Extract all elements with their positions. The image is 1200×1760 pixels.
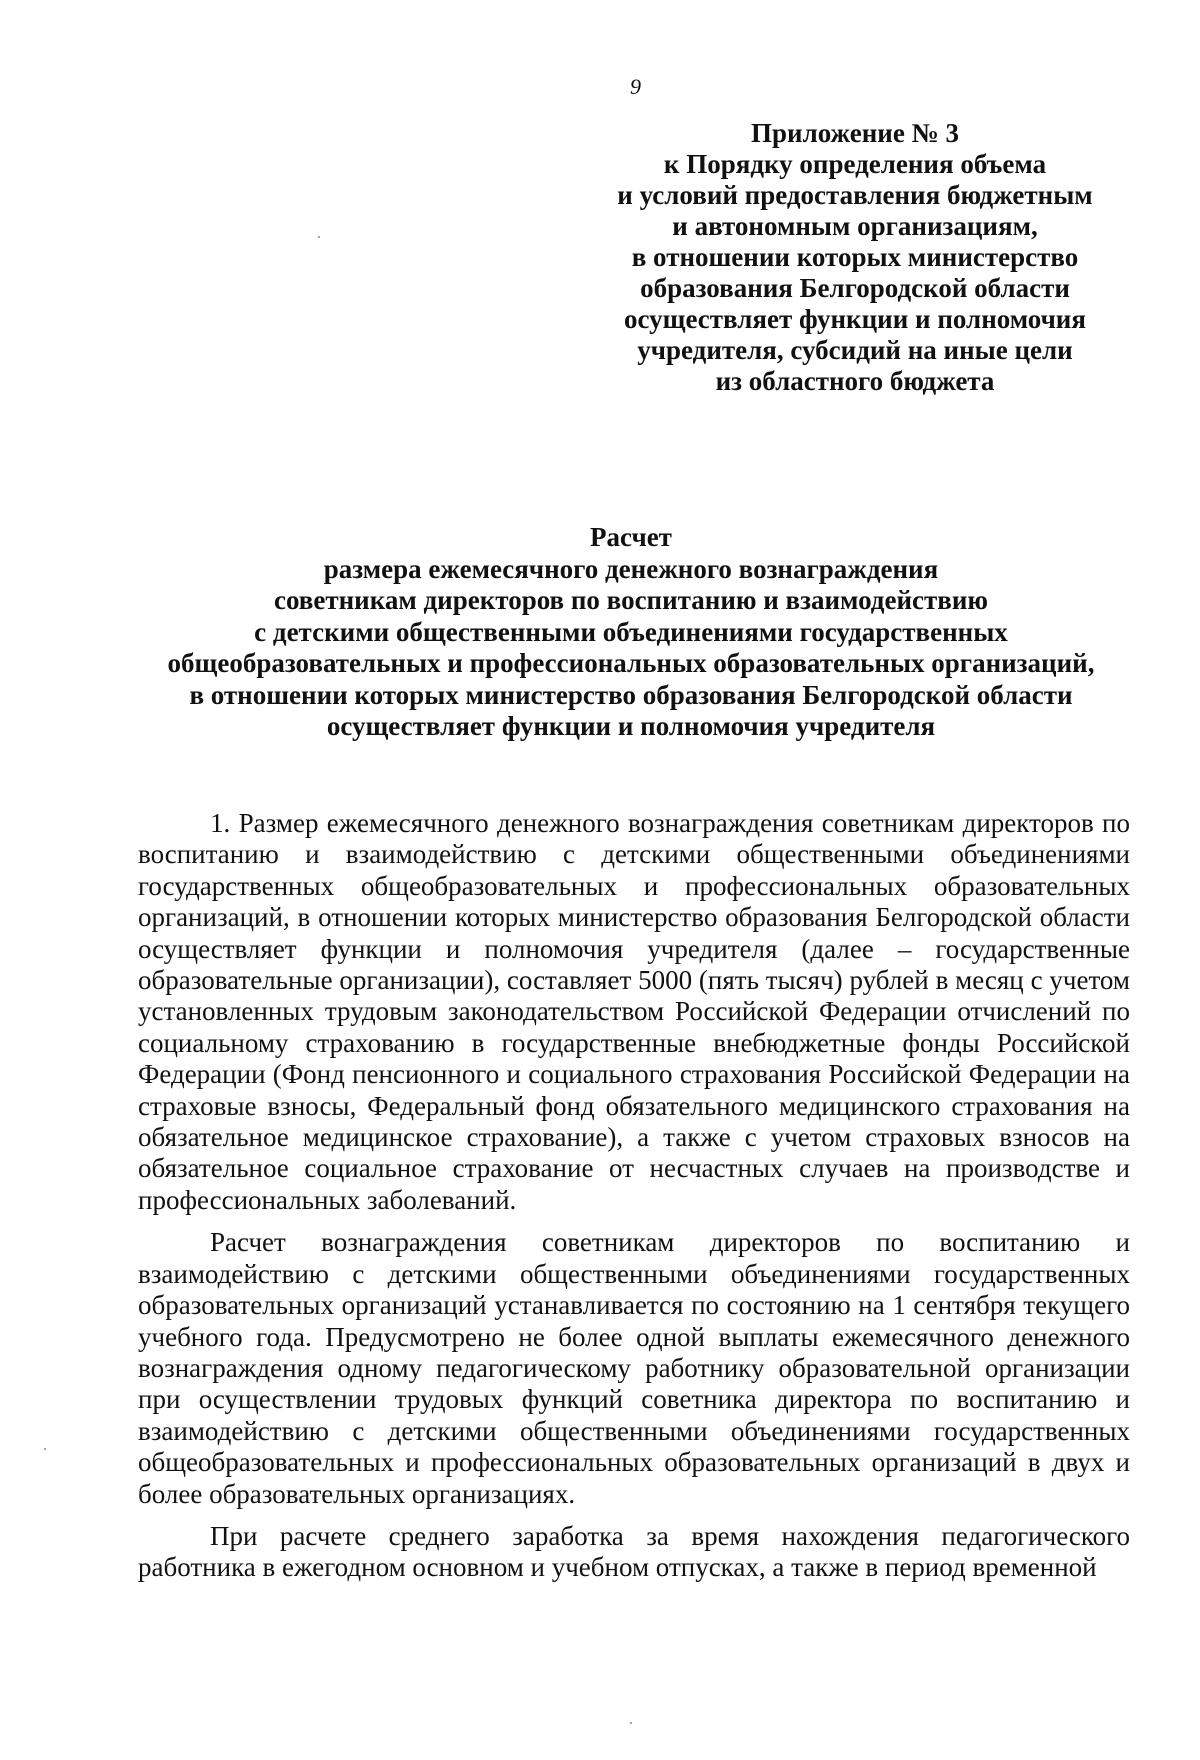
- title-line: размера ежемесячного денежного вознаграждения: [323, 553, 939, 584]
- body-text: [138, 808, 1130, 1584]
- appendix-line: из областного бюджета: [715, 366, 995, 396]
- title-line: осуществляет функции и полномочия учредителя: [326, 711, 936, 741]
- title-line: общеобразовательных и профессиональных образовательных организаций,: [167, 648, 1095, 678]
- title-line: в отношении которых министерство образования Белгородской области: [189, 679, 1073, 710]
- title-line: Расчет: [590, 522, 672, 552]
- document-title: [120, 522, 1142, 743]
- scan-speck: [318, 236, 320, 238]
- title-line: советникам директоров по воспитанию и взаимодействию: [273, 585, 989, 615]
- appendix-line: учредителя, субсидий на иные цели: [637, 335, 1073, 365]
- appendix-line: и автономным организациям,: [672, 211, 1038, 241]
- appendix-line: Приложение № 3: [751, 118, 959, 148]
- title-line: с детскими общественными объединениями государственных: [254, 616, 1008, 647]
- scan-speck: [630, 1722, 632, 1724]
- paragraph: 1. Размер ежемесячного денежного вознаграждения советникам директоров по воспитанию и взаимодействию с детскими общественными объединениями государственных общеобразовательных и профессиональных образовательных организаций, в отношении которых министерство образования Белгородской области осуществляет функции и полномочия учредителя (далее – государственные образовательные организации), составляет 5000 (пять тысяч) рублей в месяц с учетом установленных трудовым законодательством Российской Федерации отчислений по социальному страхованию в государственные внебюджетные фонды Российской Федерации (Фонд пенсионного и социального страхования Российской Федерации на страховые взносы, Федеральный фонд обязательного медицинского страхования на обязательное медицинское страхование), а также с учетом страховых взносов на обязательное социальное страхование от несчастных случаев на производстве и профессиональных заболеваний.: [138, 808, 1130, 1215]
- page-number: 9: [630, 74, 641, 99]
- appendix-line: осуществляет функции и полномочия: [624, 304, 1086, 334]
- appendix-line: и условий предоставления бюджетным: [617, 180, 1093, 210]
- appendix-line: к Порядку определения объема: [663, 149, 1047, 179]
- paragraph: При расчете среднего заработка за время нахождения педагогического работника в ежегодном основном и учебном отпусках, а также в период временной: [138, 1520, 1130, 1583]
- paragraph: Расчет вознаграждения советникам директоров по воспитанию и взаимодействию с детскими общественными объединениями государственных образовательных организаций устанавливается по состоянию на 1 сентября текущего учебного года. Предусмотрено не более одной выплаты ежемесячного денежного вознаграждения одному педагогическому работнику образовательной организации при осуществлении трудовых функций советника директора по воспитанию и взаимодействию с детскими общественными объединениями государственных общеобразовательных и профессиональных образовательных организаций в двух и более образовательных организациях.: [138, 1227, 1130, 1509]
- appendix-line: в отношении которых министерство: [631, 242, 1079, 272]
- appendix-header: [600, 118, 1110, 397]
- scan-speck: [44, 1448, 46, 1450]
- appendix-line: образования Белгородской области: [640, 273, 1070, 303]
